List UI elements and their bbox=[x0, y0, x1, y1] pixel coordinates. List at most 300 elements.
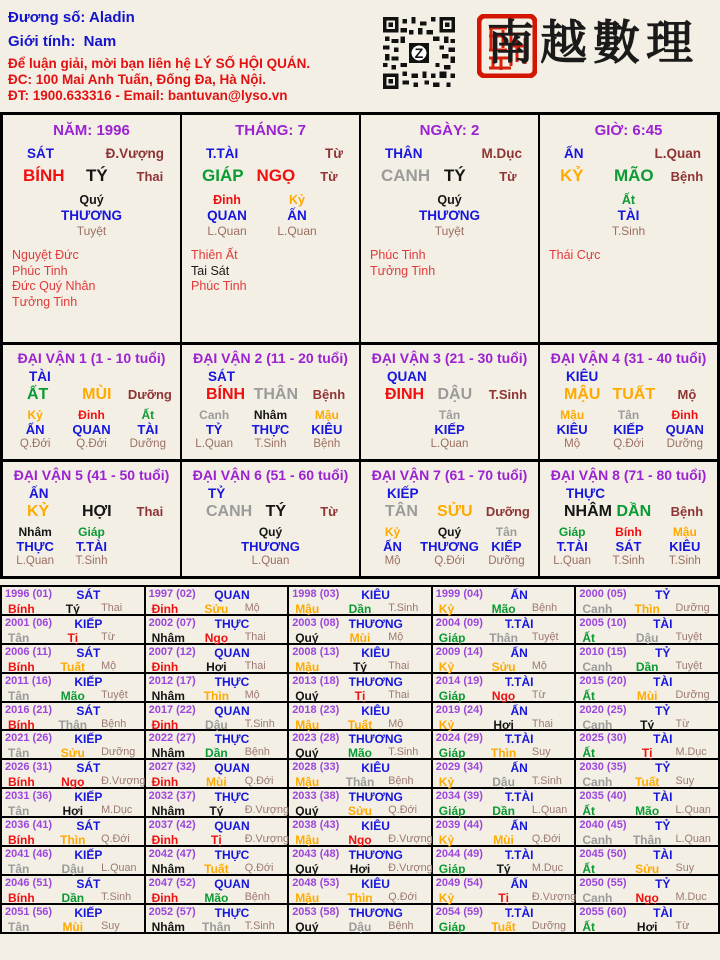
year-line-2 bbox=[433, 775, 575, 789]
year-spacer bbox=[690, 617, 718, 631]
year-stage: Bệnh bbox=[244, 890, 270, 903]
qr-code-icon bbox=[383, 17, 455, 89]
pillar-branch: NGỌ bbox=[256, 166, 296, 185]
year-line-1 bbox=[146, 819, 288, 833]
year-stem: Mậu bbox=[295, 775, 320, 790]
year-label: 2019 (24) bbox=[435, 703, 483, 716]
dai-van-branch: TÝ bbox=[265, 503, 287, 520]
year-cell bbox=[146, 847, 288, 877]
year-stage: Thai bbox=[388, 688, 410, 701]
year-spacer bbox=[402, 790, 430, 804]
year-cell bbox=[2, 905, 144, 932]
hidden-god: KIÊU bbox=[311, 422, 343, 437]
year-line-2 bbox=[2, 718, 144, 732]
year-branch: Mùi bbox=[636, 688, 658, 703]
year-stage: Đ.Vượng bbox=[531, 890, 577, 903]
pillar-top-stage: M.Dục bbox=[481, 146, 522, 161]
year-spacer bbox=[115, 877, 143, 891]
star-line bbox=[12, 295, 180, 311]
dai-van-row-2 bbox=[0, 459, 720, 579]
year-spacer bbox=[259, 819, 287, 833]
hidden-stem: Tân bbox=[438, 408, 461, 422]
year-line-1 bbox=[433, 617, 575, 631]
year-line-1 bbox=[2, 704, 144, 718]
year-god: TỶ bbox=[655, 819, 671, 834]
year-line-2 bbox=[2, 804, 144, 818]
year-label: 2055 (60) bbox=[579, 905, 627, 918]
year-branch: Thìn bbox=[347, 890, 373, 905]
year-spacer bbox=[402, 704, 430, 718]
year-stage: Mộ bbox=[388, 717, 404, 730]
pillar-top-stage: Đ.Vượng bbox=[105, 146, 164, 161]
hidden-stage: Q.Đới bbox=[434, 555, 465, 567]
year-stem: Bính bbox=[8, 659, 35, 674]
year-god: QUAN bbox=[214, 645, 250, 660]
hidden-stage: Q.Đới bbox=[613, 438, 644, 450]
year-branch: Tị bbox=[641, 746, 653, 761]
dai-van-god: KIẾP bbox=[387, 486, 419, 501]
year-spacer bbox=[402, 646, 430, 660]
year-branch: Tý bbox=[640, 717, 655, 732]
year-stem: Quý bbox=[295, 746, 319, 761]
year-spacer bbox=[115, 906, 143, 920]
dai-van-hidden-col bbox=[63, 525, 119, 568]
year-cell bbox=[2, 731, 144, 761]
star-name: Tưởng Tinh bbox=[12, 294, 78, 309]
year-branch: Sửu bbox=[347, 804, 372, 819]
year-cell bbox=[576, 847, 718, 877]
year-stem: Quý bbox=[295, 862, 319, 877]
year-branch: Thân bbox=[58, 717, 88, 732]
year-line-1 bbox=[146, 704, 288, 718]
star-name: Phúc Tinh bbox=[191, 279, 247, 293]
hidden-stem: Canh bbox=[199, 408, 230, 422]
year-god: SÁT bbox=[76, 645, 101, 660]
year-spacer bbox=[546, 704, 574, 718]
year-stem: Mậu bbox=[295, 890, 320, 905]
year-spacer bbox=[115, 588, 143, 602]
year-line-2 bbox=[2, 602, 144, 616]
hidden-stage: Dưỡng bbox=[666, 438, 703, 450]
hidden-stem: Mậu bbox=[672, 525, 697, 539]
year-label: 2017 (22) bbox=[148, 703, 196, 716]
year-label: 2005 (10) bbox=[579, 616, 627, 629]
year-stem: Đinh bbox=[151, 833, 179, 848]
year-label: 2024 (29) bbox=[435, 732, 483, 745]
year-stage: L.Quan bbox=[675, 833, 711, 846]
hidden-stem: Tân bbox=[495, 525, 518, 539]
year-stage: Q.Đới bbox=[531, 833, 561, 846]
year-label: 2054 (59) bbox=[435, 905, 483, 918]
year-label: 2011 (16) bbox=[5, 674, 52, 687]
year-stem: Mậu bbox=[295, 602, 320, 616]
year-stem: Tân bbox=[8, 804, 30, 819]
year-stem: Tân bbox=[8, 919, 30, 934]
year-god: ẤN bbox=[510, 819, 528, 834]
dai-van-hidden-col bbox=[600, 408, 656, 451]
year-stage: Thai bbox=[244, 659, 266, 672]
year-stage: Q.Đới bbox=[244, 775, 274, 788]
year-stem: Đinh bbox=[151, 602, 179, 616]
year-stem: Giáp bbox=[438, 919, 466, 934]
year-branch: Ngọ bbox=[61, 775, 85, 790]
year-branch: Dậu bbox=[205, 717, 228, 732]
pillar-main-row bbox=[182, 166, 359, 186]
dai-van-hidden-col bbox=[478, 408, 534, 451]
year-label: 2002 (07) bbox=[148, 616, 196, 629]
year-spacer bbox=[259, 906, 287, 920]
year-line-2 bbox=[146, 660, 288, 674]
hidden-god: QUAN bbox=[665, 422, 704, 437]
dai-van-main-row bbox=[182, 503, 359, 521]
year-line-1 bbox=[576, 704, 718, 718]
year-label: 1999 (04) bbox=[435, 588, 483, 600]
year-stage: L.Quan bbox=[675, 804, 711, 817]
year-cell bbox=[576, 731, 718, 761]
year-god: TÀI bbox=[653, 905, 673, 920]
year-cell bbox=[289, 674, 431, 701]
year-line-1 bbox=[433, 588, 575, 602]
year-line-2 bbox=[576, 804, 718, 818]
year-god: THƯƠNG bbox=[348, 905, 403, 920]
dai-van-hidden-col bbox=[420, 525, 479, 568]
year-god: ẤN bbox=[510, 588, 528, 602]
pillar-god: ẤN bbox=[564, 146, 584, 161]
hidden-god: ẤN bbox=[25, 422, 45, 437]
year-spacer bbox=[115, 704, 143, 718]
year-spacer bbox=[402, 819, 430, 833]
year-label: 2021 (26) bbox=[5, 732, 53, 745]
year-label: 2014 (19) bbox=[435, 674, 483, 687]
year-line-2 bbox=[576, 689, 718, 703]
year-branch: Dần bbox=[635, 659, 659, 674]
year-line-2 bbox=[433, 718, 575, 732]
year-stem: Canh bbox=[582, 659, 613, 674]
dai-van-branch: THÂN bbox=[253, 386, 299, 403]
year-cell bbox=[433, 674, 575, 701]
year-cell bbox=[433, 645, 575, 672]
year-branch: Tý bbox=[352, 659, 367, 674]
pillar-stem: KỶ bbox=[560, 166, 584, 185]
year-spacer bbox=[115, 732, 143, 746]
star-name: Thiên Ất bbox=[191, 248, 238, 262]
year-spacer bbox=[690, 848, 718, 862]
year-line-2 bbox=[576, 602, 718, 616]
year-line-1 bbox=[576, 848, 718, 862]
star-name: Đức Quý Nhân bbox=[12, 279, 96, 293]
year-label: 2038 (43) bbox=[292, 819, 340, 832]
year-line-2 bbox=[289, 804, 431, 818]
year-branch: Hợi bbox=[636, 919, 658, 934]
year-spacer bbox=[259, 588, 287, 602]
year-stage: Bệnh bbox=[388, 775, 414, 788]
year-branch: Dần bbox=[492, 804, 515, 819]
year-line-1 bbox=[146, 646, 288, 660]
year-cell bbox=[289, 645, 431, 672]
year-branch: Thân bbox=[345, 775, 375, 790]
dai-van-hidden-col bbox=[242, 408, 298, 451]
year-line-2 bbox=[576, 660, 718, 674]
year-spacer bbox=[690, 906, 718, 920]
pillar-title: NĂM: 1996 bbox=[53, 122, 130, 139]
year-line-1 bbox=[576, 761, 718, 775]
year-spacer bbox=[546, 761, 574, 775]
star-line bbox=[549, 248, 717, 264]
year-stage: T.Sinh bbox=[388, 746, 419, 759]
dai-van-stem: MẬU bbox=[564, 386, 601, 403]
dai-van-cell-2 bbox=[182, 345, 359, 459]
year-god: TỶ bbox=[655, 645, 671, 660]
year-label: 2004 (09) bbox=[435, 616, 483, 629]
year-cell bbox=[289, 905, 431, 932]
year-god: THỰC bbox=[214, 616, 250, 631]
pillar-hidden-col bbox=[419, 193, 480, 239]
dai-van-god: TỶ bbox=[208, 486, 226, 501]
year-label: 2033 (38) bbox=[292, 790, 340, 803]
year-stage: Suy bbox=[101, 919, 120, 932]
dai-van-hidden-stems bbox=[540, 525, 717, 568]
year-branch: Thìn bbox=[60, 833, 86, 848]
year-branch: Ngọ bbox=[204, 630, 229, 645]
gender-label: Giới tính: bbox=[8, 33, 76, 50]
year-label: 2043 (48) bbox=[292, 848, 340, 861]
year-line-2 bbox=[289, 920, 431, 934]
star-line bbox=[370, 248, 538, 264]
year-god: KIÊU bbox=[361, 703, 390, 718]
hidden-god: TÀI bbox=[617, 208, 640, 223]
year-cell bbox=[433, 703, 575, 730]
year-stem: Kỷ bbox=[438, 717, 455, 732]
year-cell bbox=[576, 674, 718, 701]
year-cell bbox=[146, 876, 288, 903]
hidden-stem: Quý bbox=[437, 525, 462, 539]
year-spacer bbox=[115, 790, 143, 804]
year-branch: Thìn bbox=[490, 746, 517, 761]
year-line-1 bbox=[433, 877, 575, 891]
dai-van-hidden-col bbox=[120, 525, 176, 568]
year-label: 2016 (21) bbox=[5, 703, 53, 716]
year-label: 2023 (28) bbox=[292, 732, 340, 745]
pillar-god-row bbox=[3, 139, 180, 161]
year-cell bbox=[576, 587, 718, 614]
star-name: Tưởng Tinh bbox=[370, 263, 436, 278]
year-cell bbox=[433, 905, 575, 932]
owner-name-label: Đương số: bbox=[8, 9, 86, 26]
year-line-2 bbox=[433, 833, 575, 847]
pillar-stars bbox=[361, 248, 538, 279]
pillar-hidden-stems bbox=[361, 193, 538, 239]
year-stem: Đinh bbox=[151, 717, 179, 732]
pillar-stars bbox=[540, 248, 717, 264]
hidden-stem: Ất bbox=[621, 193, 636, 207]
star-line bbox=[191, 279, 359, 295]
year-stem: Giáp bbox=[438, 804, 466, 819]
year-line-2 bbox=[576, 833, 718, 847]
year-god: T.TÀI bbox=[504, 790, 534, 805]
year-stem: Tân bbox=[8, 862, 30, 877]
dai-van-stage: Bệnh bbox=[670, 504, 704, 519]
year-spacer bbox=[402, 588, 430, 602]
year-label: 1998 (03) bbox=[292, 588, 340, 600]
year-god: SÁT bbox=[76, 819, 101, 834]
hidden-god: ẤN bbox=[383, 539, 402, 554]
year-cell bbox=[146, 905, 288, 932]
dai-van-hidden-col bbox=[186, 525, 241, 568]
year-spacer bbox=[690, 704, 718, 718]
year-spacer bbox=[259, 704, 287, 718]
year-label: 2051 (56) bbox=[5, 905, 53, 918]
year-stem: Đinh bbox=[151, 775, 179, 790]
year-line-1 bbox=[289, 848, 431, 862]
year-line-1 bbox=[433, 675, 575, 689]
hidden-god: QUAN bbox=[207, 208, 247, 223]
hidden-god: QUAN bbox=[72, 422, 111, 437]
pillar-branch: TÝ bbox=[85, 166, 108, 185]
year-branch: Tị bbox=[67, 630, 79, 645]
year-spacer bbox=[690, 675, 718, 689]
dai-van-cell-3 bbox=[361, 345, 538, 459]
year-cell bbox=[289, 876, 431, 903]
year-cell bbox=[433, 587, 575, 614]
hidden-stage: Mộ bbox=[564, 438, 581, 450]
year-label: 2044 (49) bbox=[435, 848, 483, 861]
year-stem: Quý bbox=[295, 630, 319, 645]
year-branch: Hợi bbox=[349, 862, 371, 877]
dai-van-stage: Từ bbox=[320, 504, 338, 519]
year-line-1 bbox=[146, 675, 288, 689]
year-spacer bbox=[546, 732, 574, 746]
year-branch: Mùi bbox=[206, 775, 227, 790]
dai-van-title: ĐẠI VẬN 3 (21 - 30 tuổi) bbox=[371, 350, 528, 366]
year-line-2 bbox=[2, 833, 144, 847]
year-cell bbox=[146, 789, 290, 819]
year-stem: Đinh bbox=[151, 890, 179, 905]
hidden-stem: Đinh bbox=[213, 193, 241, 207]
header bbox=[0, 0, 720, 112]
year-line-2 bbox=[289, 718, 431, 732]
year-label: 2035 (40) bbox=[579, 790, 627, 803]
year-label: 2015 (20) bbox=[579, 674, 627, 687]
dai-van-stem: CANH bbox=[206, 503, 253, 520]
year-spacer bbox=[690, 819, 718, 833]
year-god: KIÊU bbox=[361, 645, 390, 660]
year-spacer bbox=[546, 848, 574, 862]
hidden-god: KIẾP bbox=[491, 539, 522, 554]
pillar-cell-3 bbox=[361, 115, 538, 342]
dai-van-main-row bbox=[540, 386, 717, 404]
year-label: 2010 (15) bbox=[579, 645, 627, 658]
year-cell bbox=[146, 645, 288, 672]
year-stage: Thai bbox=[244, 630, 266, 643]
year-stem: Nhâm bbox=[151, 804, 185, 819]
hidden-stem: Nhâm bbox=[18, 525, 52, 539]
pillar-stem: GIÁP bbox=[202, 166, 244, 185]
year-stage: Dưỡng bbox=[675, 688, 710, 701]
year-cell bbox=[146, 703, 288, 730]
year-stem: Ất bbox=[582, 804, 596, 819]
pillar-stage: Từ bbox=[320, 169, 338, 184]
year-god: TỶ bbox=[655, 761, 671, 776]
year-cell bbox=[289, 818, 433, 848]
year-god: THƯƠNG bbox=[348, 790, 403, 805]
year-stem: Giáp bbox=[438, 862, 466, 877]
year-god: KIẾP bbox=[74, 674, 103, 689]
year-spacer bbox=[402, 675, 430, 689]
year-stage: Mộ bbox=[244, 688, 260, 701]
year-god: T.TÀI bbox=[504, 848, 534, 863]
year-label: 2013 (18) bbox=[292, 674, 340, 687]
year-stage: Đ.Vượng bbox=[388, 862, 433, 875]
year-cell bbox=[146, 587, 288, 614]
year-cell bbox=[146, 731, 288, 761]
hidden-stage: Q.Đới bbox=[76, 438, 107, 450]
year-label: 2049 (54) bbox=[435, 876, 483, 889]
pillar-god: T.TÀI bbox=[206, 146, 239, 161]
year-spacer bbox=[546, 588, 574, 602]
year-cell bbox=[289, 616, 431, 643]
year-god: KIẾP bbox=[74, 848, 103, 863]
dai-van-god: ẤN bbox=[29, 486, 49, 501]
hidden-stem: Kỷ bbox=[289, 193, 305, 207]
year-label: 2039 (44) bbox=[435, 819, 483, 832]
year-branch: Hợi bbox=[493, 717, 514, 732]
year-cell bbox=[576, 818, 718, 848]
pillar-stem: CANH bbox=[381, 166, 431, 185]
dai-van-branch: DẦN bbox=[616, 503, 652, 520]
year-line-2 bbox=[433, 891, 575, 905]
year-stage: Suy bbox=[531, 746, 551, 759]
year-god: ẤN bbox=[510, 876, 528, 891]
year-line-1 bbox=[433, 704, 575, 718]
year-line-2 bbox=[146, 833, 288, 847]
year-spacer bbox=[690, 646, 718, 660]
year-line-2 bbox=[289, 746, 431, 760]
year-line-1 bbox=[289, 588, 431, 602]
year-god: SÁT bbox=[76, 761, 101, 776]
year-god: KIẾP bbox=[74, 790, 103, 805]
year-stage: Q.Đới bbox=[244, 862, 274, 875]
dai-van-main-row bbox=[361, 503, 538, 521]
year-spacer bbox=[402, 906, 430, 920]
dai-van-title: ĐẠI VẬN 1 (1 - 10 tuổi) bbox=[17, 350, 166, 366]
year-stage: Đ.Vượng bbox=[244, 833, 290, 846]
hidden-stage: Mộ bbox=[384, 555, 401, 567]
hidden-stem: Giáp bbox=[78, 525, 105, 539]
year-stage: Tuyệt bbox=[101, 688, 128, 701]
year-label: 2040 (45) bbox=[579, 819, 627, 832]
year-cell bbox=[576, 876, 718, 903]
year-line-1 bbox=[2, 877, 144, 891]
hidden-stem: Quý bbox=[258, 525, 283, 539]
year-branch: Thìn bbox=[203, 688, 230, 703]
year-stage: Thai bbox=[388, 659, 410, 672]
year-line-2 bbox=[289, 631, 431, 645]
year-branch: Mùi bbox=[493, 833, 514, 848]
year-stage: Từ bbox=[675, 717, 690, 730]
year-line-1 bbox=[146, 761, 288, 775]
year-cell bbox=[2, 818, 144, 848]
year-line-1 bbox=[433, 646, 575, 660]
year-line-1 bbox=[289, 761, 431, 775]
dai-van-hidden-stems bbox=[361, 408, 538, 451]
year-stage: Dưỡng bbox=[531, 919, 567, 932]
year-line-1 bbox=[146, 877, 288, 891]
year-line-1 bbox=[2, 617, 144, 631]
hidden-stem: Nhâm bbox=[253, 408, 288, 422]
hidden-stage: L.Quan bbox=[207, 224, 247, 238]
dai-van-cell-1 bbox=[3, 345, 180, 459]
hidden-stage: Q.Đới bbox=[19, 438, 51, 450]
